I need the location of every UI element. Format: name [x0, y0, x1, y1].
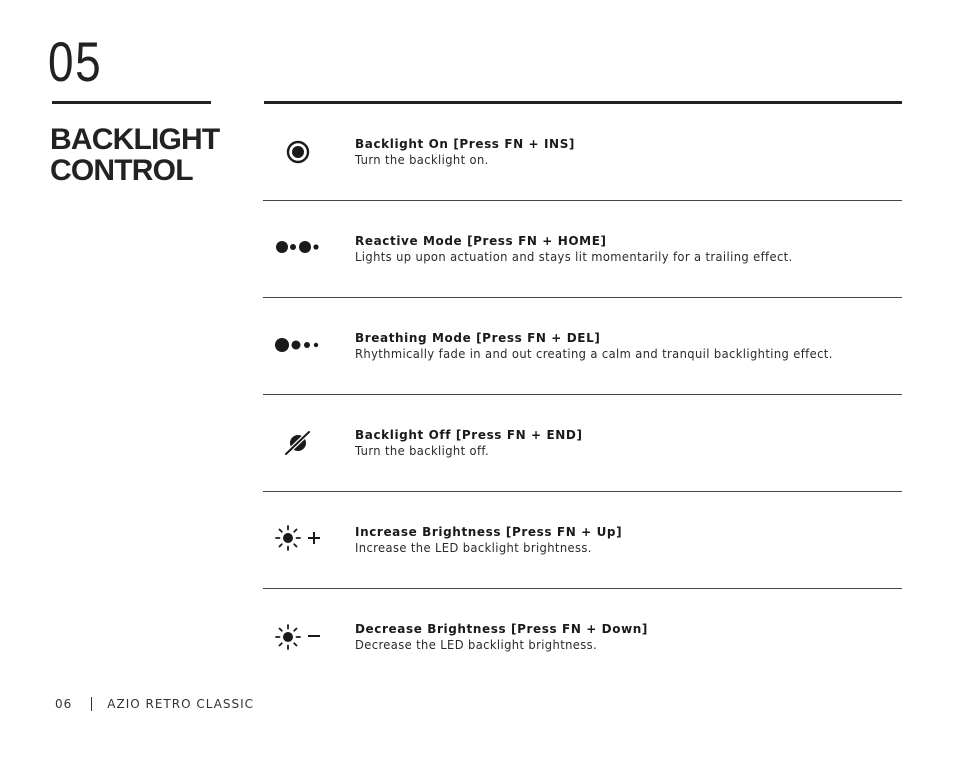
brightness-increase-icon	[273, 520, 323, 560]
item-title: Increase Brightness [Press FN + Up]	[355, 525, 623, 539]
item-title: Backlight Off [Press FN + END]	[355, 428, 583, 442]
section-title: BACKLIGHT CONTROL	[50, 123, 220, 187]
list-item-increase-brightness	[263, 492, 902, 589]
backlight-function-list	[263, 104, 902, 685]
list-item-breathing-mode	[263, 298, 902, 395]
chapter-number: 05	[48, 30, 103, 93]
item-description: Increase the LED backlight brightness.	[355, 541, 592, 555]
brightness-decrease-icon	[273, 617, 323, 657]
product-name: AZIO RETRO CLASSIC	[107, 697, 255, 711]
page-number: 06	[55, 697, 73, 711]
page-footer	[55, 696, 254, 712]
item-title: Decrease Brightness [Press FN + Down]	[355, 622, 648, 636]
item-description: Turn the backlight off.	[355, 444, 490, 458]
list-item-backlight-off	[263, 395, 902, 492]
item-title: Reactive Mode [Press FN + HOME]	[355, 234, 607, 248]
list-item-decrease-brightness	[263, 589, 902, 685]
reactive-mode-icon	[273, 229, 323, 269]
item-description: Decrease the LED backlight brightness.	[355, 638, 598, 652]
item-title: Backlight On [Press FN + INS]	[355, 137, 576, 151]
left-divider	[52, 101, 211, 104]
backlight-off-icon	[273, 423, 323, 463]
list-item-backlight-on	[263, 104, 902, 201]
item-description: Turn the backlight on.	[355, 153, 489, 167]
item-description: Rhythmically fade in and out creating a calm and tranquil backlighting effect.	[355, 347, 833, 361]
item-description: Lights up upon actuation and stays lit momentarily for a trailing effect.	[355, 250, 793, 264]
footer-separator	[91, 697, 92, 711]
item-title: Breathing Mode [Press FN + DEL]	[355, 331, 601, 345]
list-item-reactive-mode	[263, 201, 902, 298]
backlight-on-icon	[273, 132, 323, 172]
breathing-mode-icon	[273, 326, 323, 366]
